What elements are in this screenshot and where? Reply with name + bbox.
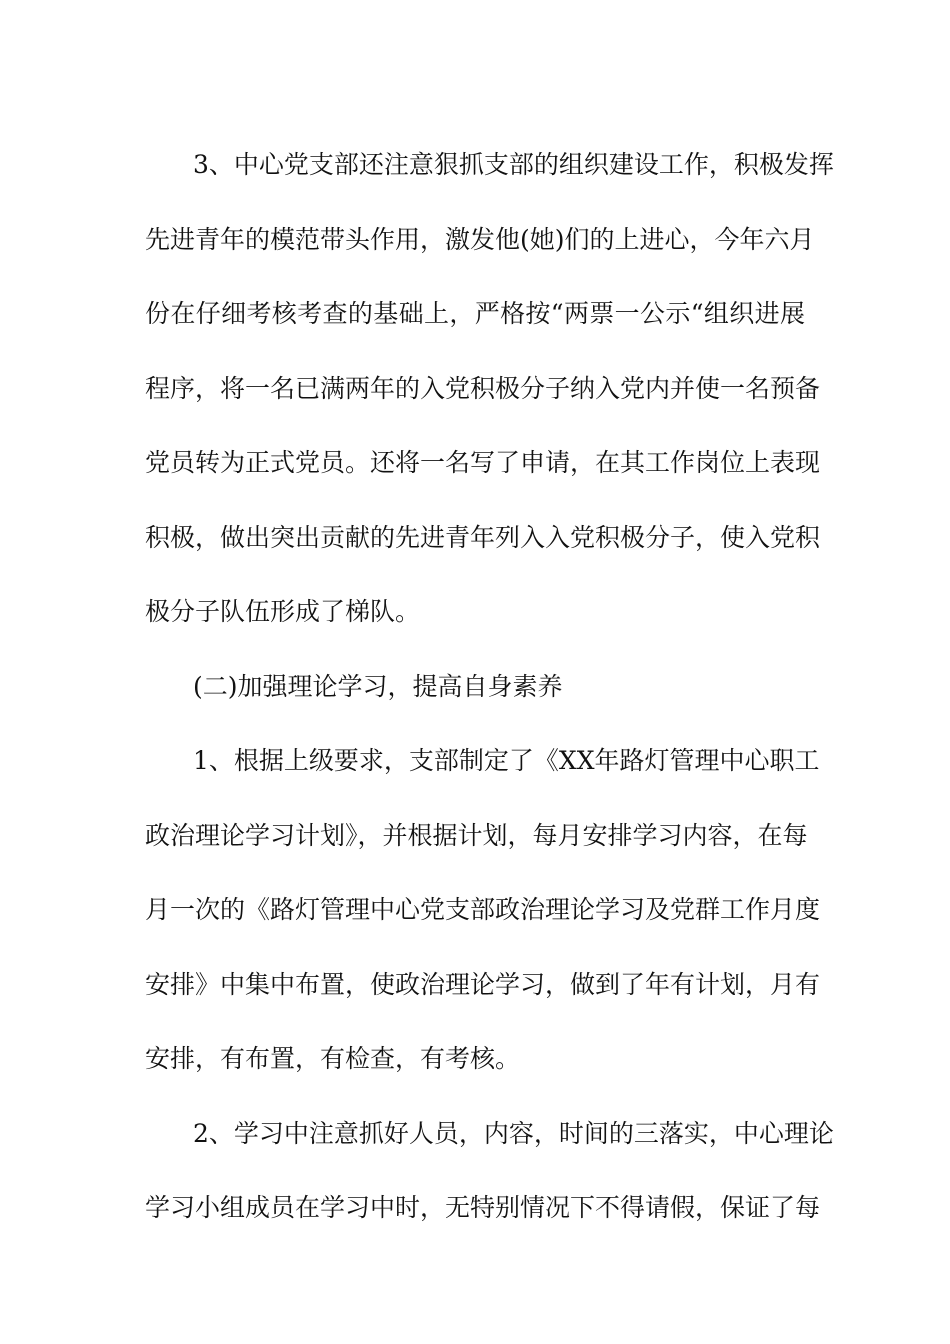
document-body: [145, 128, 834, 1246]
text-line: 1、根据上级要求，支部制定了《XX年路灯管理中心职工: [193, 746, 820, 775]
text-line: 2、学习中注意抓好人员，内容，时间的三落实，中心理论: [193, 1118, 834, 1148]
text-line: 月一次的《路灯管理中心党支部政治理论学习及党群工作月度: [145, 895, 821, 924]
text-line: 党员转为正式党员。还将一名写了申请，在其工作岗位上表现: [145, 448, 821, 477]
text-line: 极分子队伍形成了梯队。: [145, 597, 421, 626]
text-line: 3、中心党支部还注意狠抓支部的组织建设工作，积极发挥: [193, 150, 834, 179]
text-line: 学习小组成员在学习中时，无特别情况下不得请假，保证了每: [145, 1193, 821, 1222]
text-line: 积极，做出突出贡献的先进青年列入入党积极分子，使入党积: [145, 522, 821, 552]
text-line: 份在仔细考核考查的基础上，严格按“两票一公示“组织进展: [145, 299, 805, 328]
text-line: 先进青年的模范带头作用，激发他(她)们的上进心，今年六月: [145, 224, 815, 254]
text-line: 安排》中集中布置，使政治理论学习，做到了年有计划，月有: [145, 969, 821, 999]
text-line: 程序，将一名已满两年的入党积极分子纳入党内并使一名预备: [145, 373, 821, 403]
text-line: 政治理论学习计划》，并根据计划，每月安排学习内容，在每: [145, 820, 808, 850]
section-heading: (二)加强理论学习，提高自身素养: [193, 671, 563, 701]
text-line: 安排，有布置，有检查，有考核。: [145, 1044, 521, 1073]
